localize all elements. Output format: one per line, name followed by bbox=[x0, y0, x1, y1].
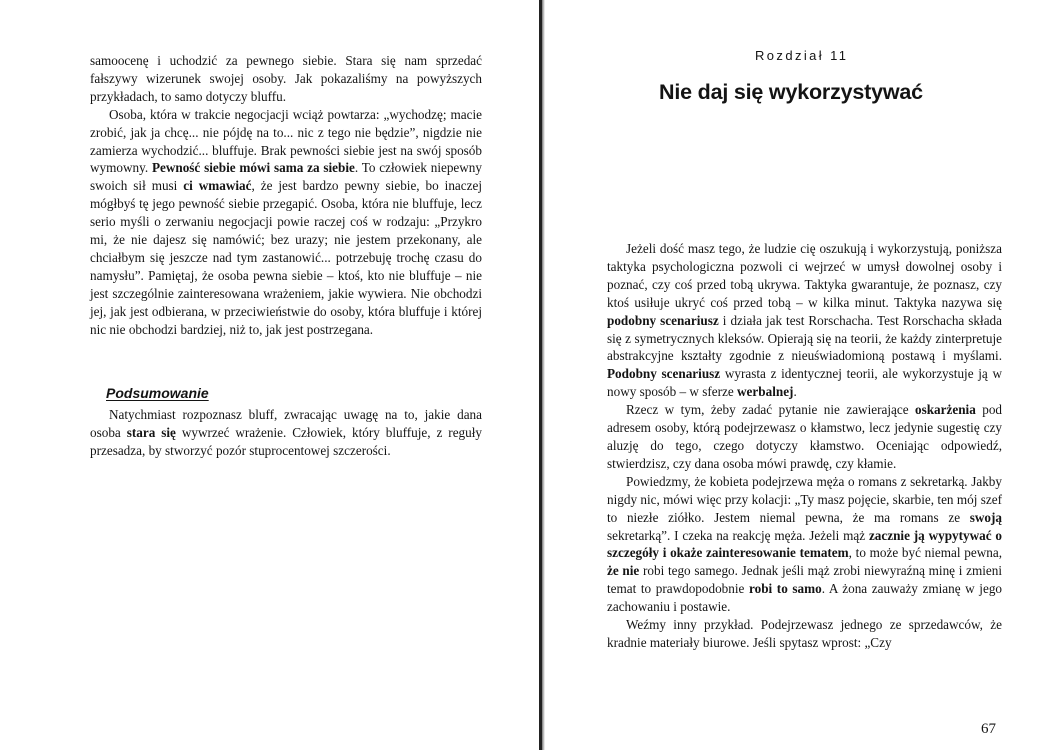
text-run: . A żona zauważy zmianę w jego zachowaniu i postawie. bbox=[607, 581, 1003, 615]
paragraph bbox=[607, 401, 1002, 473]
bold-text: ci wmawiać bbox=[183, 178, 252, 194]
paragraph bbox=[607, 473, 1002, 616]
right-body-text bbox=[607, 240, 1002, 652]
bold-text: Podobny scenariusz bbox=[607, 366, 721, 382]
text-run: Osoba, która w trakcie negocjacji wciąż powtarza: „wychodzę; macie zrobić, jak ja chcę... nie pójdę na to... nic z tego nie będzie”, nigdzie nie zamierza wychodzić... bluffuje. Brak pewności siebie jest na swój sposób wymowny. bbox=[90, 106, 482, 176]
text-run: Jeżeli dość masz tego, że ludzie cię oszukują i wykorzystują, poniższa taktyka psychologiczna pozwoli ci wejrzeć w umysł dowolnej osoby i poznać, czy coś przed tobą ukrywa. Taktyka gwarantuje, że poznasz, czy ktoś usiłuje ukryć coś przed tobą – w kilka minut. Taktyka nazywa się bbox=[607, 241, 1002, 310]
text-run: Natychmiast rozpoznasz bluff, zwracając uwagę na to, jakie dana osoba bbox=[90, 407, 482, 440]
chapter-title: Nie daj się wykorzystywać bbox=[659, 80, 923, 104]
paragraph bbox=[90, 106, 482, 339]
text-run: robi tego samego. Jednak jeśli mąż zrobi niewyraźną minę i zmieni temat to prawdopodobnie bbox=[607, 563, 1002, 597]
paragraph bbox=[607, 616, 1002, 652]
text-run: Weźmy inny przykład. Podejrzewasz jednego ze sprzedawców, że kradnie materiały biurowe. Jeśli spytasz wprost: „Czy bbox=[607, 617, 1002, 650]
bold-text: oskarżenia bbox=[914, 402, 976, 418]
bold-text: podobny scenariusz bbox=[607, 312, 719, 328]
page-number: 67 bbox=[981, 721, 996, 737]
text-run: sekretarką”. I czeka na reakcję męża. Jeżeli mąż bbox=[607, 527, 869, 543]
text-run: Powiedzmy, że kobieta podejrzewa męża o romans z sekretarką. Jakby nigdy nic, mówi więc przy kolacji: „Ty masz pojęcie, skarbie, ten mój szef to niezłe ziółko. Jestem niemal pewna, że ma romans ze bbox=[607, 473, 1002, 525]
paragraph bbox=[90, 52, 482, 106]
text-run: wywrzeć wrażenie. Człowiek, który bluffuje, z reguły przesadza, by stworzyć pozór stuprocentowej szczerości. bbox=[90, 424, 482, 458]
left-body-text bbox=[90, 52, 482, 339]
bold-text: stara się bbox=[126, 424, 176, 440]
bold-text: swoją bbox=[969, 509, 1002, 525]
text-run: . To człowiek niepewny swoich sił musi bbox=[90, 160, 482, 194]
paragraph bbox=[607, 240, 1002, 401]
text-run: pod adresem osoby, którą podejrzewasz o kłamstwo, lecz jedynie sugestię czy aluzję do tego, czego dotyczy kłamstwo. Oceniając odpowiedź, stwierdzisz, czy dana osoba mówi prawdę, czy kłamie. bbox=[607, 402, 1003, 471]
text-run: , że jest bardzo pewny siebie, bo inaczej mógłbyś tę jego pewność siebie przegapić. Osoba, która nie bluffuje, lecz serio myśli o zerwaniu negocjacji powie raczej coś w rodzaju: „Przykro mi, że nie dajesz się namówić; bez urazy; nie jestem przekonany, ale chciałbym się jeszcze nad tym zastanowić... potrzebuję trochę czasu do namysłu”. Pamiętaj, że osoba pewna siebie – ktoś, kto nie bluffuje – nie jest szczególnie zainteresowana wrażeniem, jakie wywiera. Nie obchodzi jej, jak jest odbierana, w przeciwieństwie do osoby, która bluffuje i której nic nie obchodzi bardziej, niż to, jak jest postrzegana. bbox=[90, 178, 483, 337]
text-run: wyrasta z identycznej teorii, ale wykorzystuje ją w nowy sposób – w sferze bbox=[607, 366, 1003, 400]
text-run: Rzecz w tym, żeby zadać pytanie nie zawierające bbox=[626, 402, 915, 418]
bold-text: że nie bbox=[607, 563, 640, 579]
text-run: , to może być niemal pewna, bbox=[848, 545, 1002, 561]
bold-text: Pewność siebie mówi sama za siebie bbox=[151, 160, 355, 176]
bold-text: werbalnej bbox=[737, 384, 794, 400]
chapter-label: Rozdział 11 bbox=[755, 48, 849, 63]
bold-text: robi to samo bbox=[749, 581, 822, 597]
text-run: . bbox=[793, 384, 797, 400]
summary-heading: Podsumowanie bbox=[106, 385, 209, 401]
bold-text: zacznie ją wypytywać o szczegóły i okaże zainteresowanie tematem bbox=[607, 527, 1002, 561]
summary-text bbox=[90, 406, 482, 460]
text-run: i działa jak test Rorschacha. Test Rorschacha składa się z symetrycznych kleksów. Opierają się na teorii, że każdy zinterpretuje abstrakcyjne kształty zgodnie z nieuświadomioną postawą i myślami. bbox=[607, 312, 1002, 364]
text-run: samoocenę i uchodzić za pewnego siebie. Stara się nam sprzedać fałszywy wizerunek swojej osoby. Jak pokazaliśmy na powyższych przykładach, to samo dotyczy bluffu. bbox=[90, 53, 482, 104]
right-page bbox=[545, 0, 1038, 750]
paragraph bbox=[90, 406, 482, 460]
